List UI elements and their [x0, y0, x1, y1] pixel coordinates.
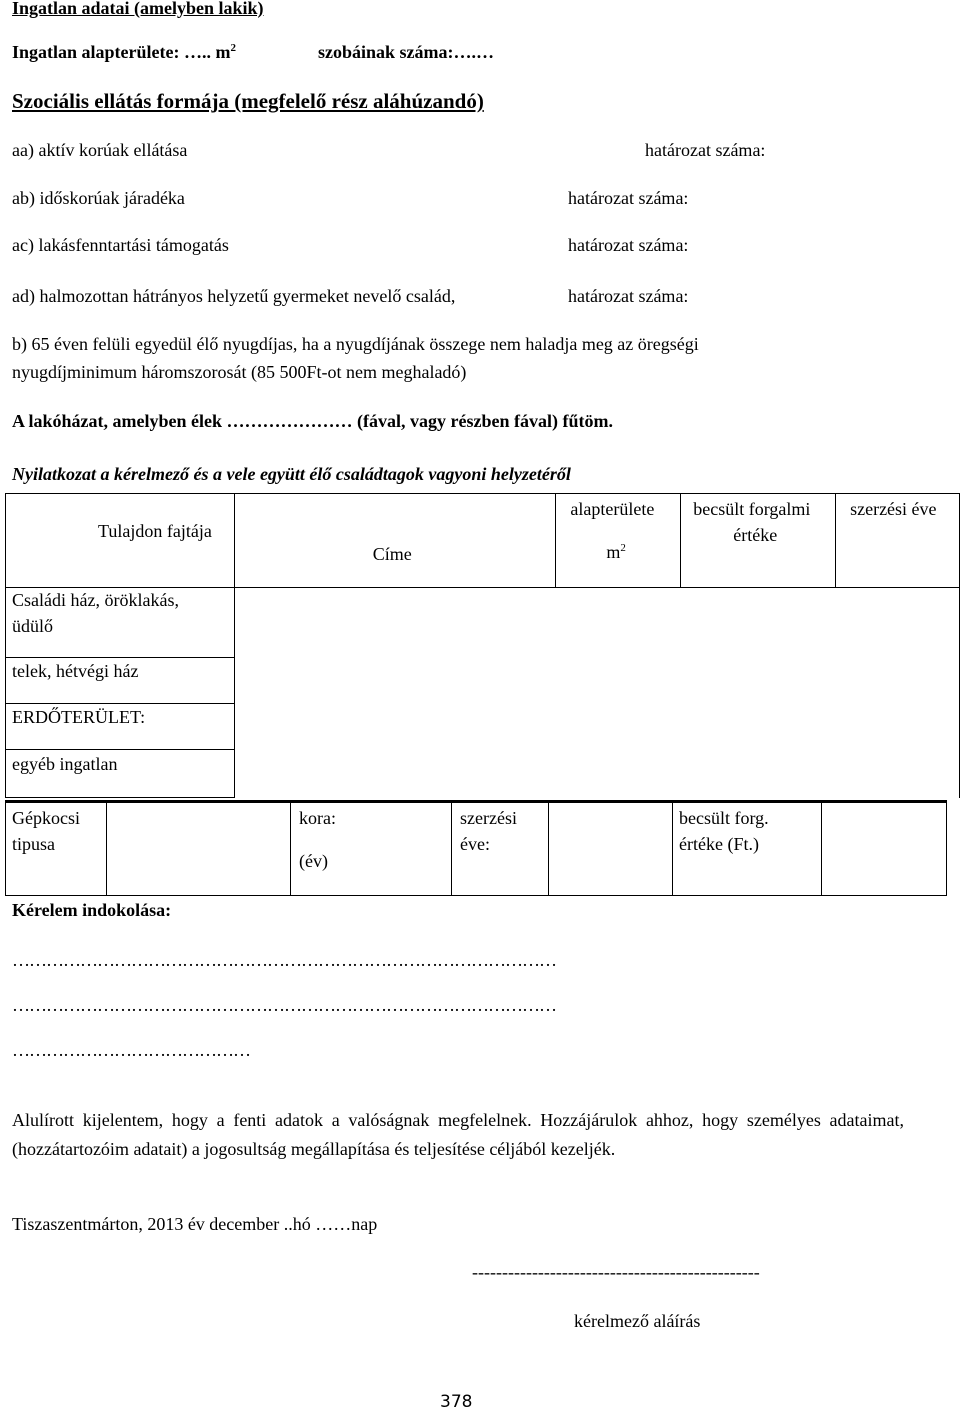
- vehicle-age-cell: [291, 802, 452, 896]
- social-item-ac: ac) lakásfenntartási támogatás: [12, 235, 229, 255]
- vehicle-value-input[interactable]: [822, 802, 947, 896]
- property-table: [5, 493, 960, 798]
- vehicle-value-label-2: értéke (Ft.): [679, 834, 759, 854]
- col-header-area: [556, 494, 681, 588]
- col-value-label-1: becsült forgalmi: [693, 499, 811, 519]
- col-area-label: alapterülete: [570, 499, 655, 519]
- col-header-year: [836, 494, 960, 588]
- col-address-label: Címe: [372, 544, 412, 564]
- vehicle-value-cell: [673, 802, 822, 896]
- social-item-ad: ad) halmozottan hátrányos helyzetű gyermeket nevelő család,: [12, 286, 456, 306]
- justification-line-1[interactable]: ……………………………………………………………………………………: [12, 950, 556, 970]
- vehicle-age-label: kora:: [299, 808, 336, 828]
- decision-number-ad: határozat száma:: [568, 286, 689, 306]
- social-item-b-line1: b) 65 éven felüli egyedül élő nyugdíjas, ha a nyugdíjának összege nem haladja meg az öregségi: [12, 334, 699, 354]
- row-type-label: ERDŐTERÜLET:: [12, 707, 146, 727]
- property-rooms-label: szobáinak száma:….…: [318, 42, 495, 62]
- row-value-cell[interactable]: [234, 750, 959, 798]
- vehicle-type-label-2: tipusa: [12, 834, 55, 854]
- property-table-header: [6, 494, 960, 588]
- social-item-aa: aa) aktív korúak ellátása: [12, 140, 188, 160]
- col-value-label-2: értéke: [733, 525, 778, 545]
- decision-number-aa: határozat száma:: [645, 140, 766, 160]
- vehicle-type-value[interactable]: [107, 802, 291, 896]
- table-row: [6, 588, 960, 658]
- vehicle-acquired-value[interactable]: [549, 802, 673, 896]
- col-year-label: szerzési éve: [850, 499, 937, 519]
- row-type-cell: [6, 750, 235, 798]
- col-header-type: [6, 494, 235, 588]
- vehicle-type-label: Gépkocsi: [12, 808, 80, 828]
- row-value-cell[interactable]: [234, 658, 959, 704]
- decision-number-ab: határozat száma:: [568, 188, 689, 208]
- property-heading: Ingatlan adatai (amelyben lakik): [12, 0, 264, 18]
- social-item-ab: ab) időskorúak járadéka: [12, 188, 185, 208]
- heating-statement: A lakóházat, amelyben élek ………………… (fával, vagy részben fával) fűtöm.: [12, 411, 613, 431]
- table-row: [6, 750, 960, 798]
- social-item-b-line2: nyugdíjminimum háromszorosát (85 500Ft-ot nem meghaladó): [12, 362, 467, 382]
- col-header-address: [234, 494, 556, 588]
- vehicle-acquired-label: szerzési: [460, 808, 517, 828]
- row-type-label: Családi ház, öröklakás,: [12, 590, 179, 610]
- vehicle-table: [5, 800, 947, 896]
- signature-label: kérelmező aláírás: [574, 1311, 701, 1331]
- decision-number-ac: határozat száma:: [568, 235, 689, 255]
- vehicle-row: [6, 802, 947, 896]
- row-type-cell: [6, 588, 235, 658]
- vehicle-value-label: becsült forg.: [679, 808, 769, 828]
- row-type-label-2: üdülő: [12, 616, 54, 636]
- table-row: [6, 658, 960, 704]
- col-type-label: Tulajdon fajtája: [98, 521, 212, 541]
- row-type-label: telek, hétvégi ház: [12, 661, 139, 681]
- consent-statement: Alulírott kijelentem, hogy a fenti adatok a valóságnak megfelelnek. Hozzájárulok ahhoz, hogy személyes adataimat, (hozzátartozóim adatait) a jogosultság megállapítása és teljesítése céljából kezeljék.: [12, 1110, 904, 1159]
- justification-line-2[interactable]: ……………………………………………………………………………………: [12, 995, 556, 1015]
- row-type-label: egyéb ingatlan: [12, 754, 118, 774]
- row-type-cell: [6, 658, 235, 704]
- col-header-value: [681, 494, 836, 588]
- row-type-cell: [6, 704, 235, 750]
- row-value-cell[interactable]: [234, 704, 959, 750]
- table-row: [6, 704, 960, 750]
- vehicle-acquired-label-2: éve:: [460, 834, 490, 854]
- vehicle-age-unit: (év): [299, 851, 328, 871]
- row-value-cell[interactable]: [234, 588, 959, 658]
- justification-line-3[interactable]: ……………………………………: [12, 1040, 250, 1060]
- declaration-heading: Nyilatkozat a kérelmező és a vele együtt élő családtagok vagyoni helyzetéről: [12, 464, 571, 484]
- social-heading: Szociális ellátás formája (megfelelő rész aláhúzandó): [12, 89, 484, 113]
- vehicle-type-cell: [6, 802, 107, 896]
- col-area-unit: $m^2$: [606, 542, 626, 562]
- vehicle-acquired-cell: [452, 802, 549, 896]
- signature-line[interactable]: ------------------------------------------------: [472, 1262, 760, 1282]
- property-area-label: Ingatlan alapterülete: ….. $m^2$: [12, 42, 236, 62]
- justification-heading: Kérelem indokolása:: [12, 900, 172, 920]
- place-date: Tiszaszentmárton, 2013 év december ..hó ……nap: [12, 1214, 378, 1234]
- page-number: 378: [440, 1392, 473, 1412]
